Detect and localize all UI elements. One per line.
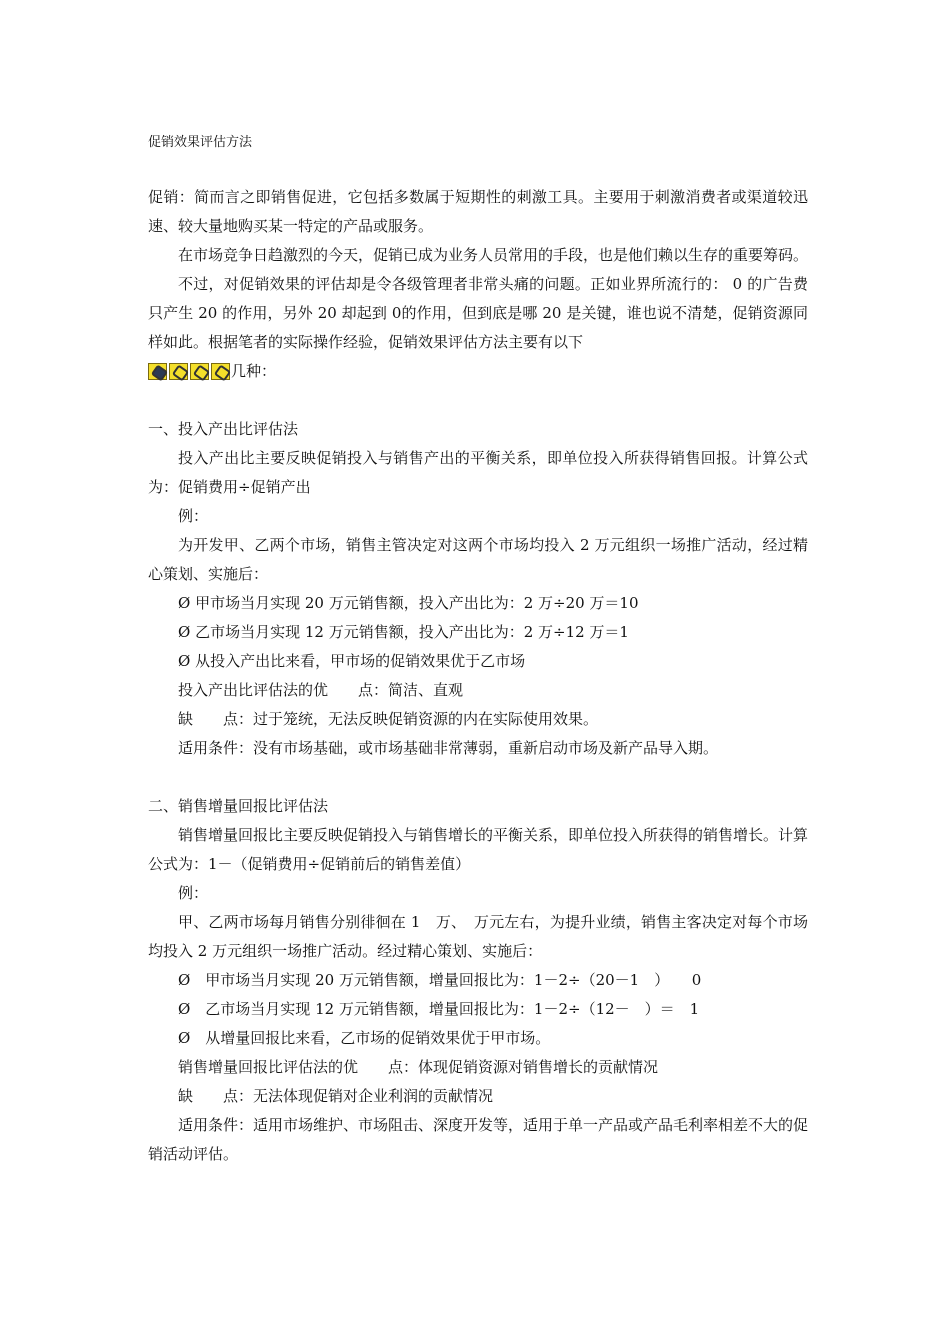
section-1-bullet-1: Ø 甲市场当月实现 20 万元销售额，投入产出比为：2 万÷20 万＝10 — [178, 594, 639, 612]
section-2-pros: 销售增量回报比评估法的优 点：体现促销资源对销售增长的贡献情况 — [178, 1058, 659, 1076]
section-2-bullet-3: Ø 从增量回报比来看，乙市场的促销效果优于甲市场。 — [178, 1029, 551, 1047]
section-2-cons: 缺 点：无法体现促销对企业利润的贡献情况 — [178, 1087, 494, 1105]
number-one-icon — [148, 363, 167, 380]
intro-paragraph-1: 促销：简而言之即销售促进，它包括多数属于短期性的刺激工具。主要用于刺激消费者或渠道较迅速、较大量地购买某一特定的产品或服务。 — [148, 188, 808, 235]
section-1-pros: 投入产出比评估法的优 点：简洁、直观 — [178, 681, 464, 699]
section-2-paragraph-2: 甲、乙两市场每月销售分别徘徊在 1 万、 万元左右，为提升业绩，销售主客决定对每个市场均投入 2 万元组织一场推广活动。经过精心策划、实施后： — [148, 913, 808, 960]
numbered-icons — [148, 363, 230, 380]
document-body — [148, 183, 808, 1169]
intro-paragraph-3-text: 不过，对促销效果的评估却是令各级管理者非常头痛的问题。正如业界所流行的： 0 的广告费只产生 20 的作用，另外 20 却起到 0的作用，但到底是哪 20 是关键，谁也说不清楚，促销资源同样如此。根据笔者的实际操作经验，促销效果评估方法主要有以下 — [148, 275, 808, 351]
document-title: 促销效果评估方法 — [148, 135, 253, 150]
section-2-paragraph-1: 销售增量回报比主要反映促销投入与销售增长的平衡关系，即单位投入所获得的销售增长。计算公式为：1－（促销费用÷促销前后的销售差值） — [148, 826, 809, 873]
section-1-conditions: 适用条件：没有市场基础，或市场基础非常薄弱，重新启动市场及新产品导入期。 — [178, 739, 719, 757]
number-three-icon — [190, 363, 209, 380]
section-2-title: 二、销售增量回报比评估法 — [148, 797, 329, 815]
section-2-bullet-1: Ø 甲市场当月实现 20 万元销售额，增量回报比为：1－2÷（20－1 ） 0 — [178, 971, 702, 989]
section-2-example-label: 例： — [178, 884, 209, 902]
section-2-conditions: 适用条件：适用市场维护、市场阻击、深度开发等，适用于单一产品或产品毛利率相差不大的促销活动评估。 — [148, 1116, 809, 1163]
section-1-example-label: 例： — [178, 507, 209, 525]
section-1-paragraph-2: 为开发甲、乙两个市场，销售主管决定对这两个市场均投入 2 万元组织一场推广活动，经过精心策划、实施后： — [148, 536, 808, 583]
number-two-icon — [169, 363, 188, 380]
section-2-bullet-2: Ø 乙市场当月实现 12 万元销售额，增量回报比为：1－2÷（12－ ）＝ 1 — [178, 1000, 700, 1018]
document-page — [148, 0, 808, 1344]
intro-paragraph-3 — [148, 270, 808, 386]
intro-paragraph-2: 在市场竞争日趋激烈的今天，促销已成为业务人员常用的手段，也是他们赖以生存的重要筹码。 — [178, 246, 809, 264]
section-1-title: 一、投入产出比评估法 — [148, 420, 299, 438]
section-1-cons: 缺 点：过于笼统，无法反映促销资源的内在实际使用效果。 — [178, 710, 599, 728]
section-1-bullet-2: Ø 乙市场当月实现 12 万元销售额，投入产出比为：2 万÷12 万＝1 — [178, 623, 629, 641]
number-four-icon — [211, 363, 230, 380]
intro-tail: 几种： — [231, 362, 277, 380]
section-1-paragraph-1: 投入产出比主要反映促销投入与销售产出的平衡关系，即单位投入所获得销售回报。计算公式为：促销费用÷促销产出 — [148, 449, 808, 496]
section-1-bullet-3: Ø 从投入产出比来看，甲市场的促销效果优于乙市场 — [178, 652, 526, 670]
